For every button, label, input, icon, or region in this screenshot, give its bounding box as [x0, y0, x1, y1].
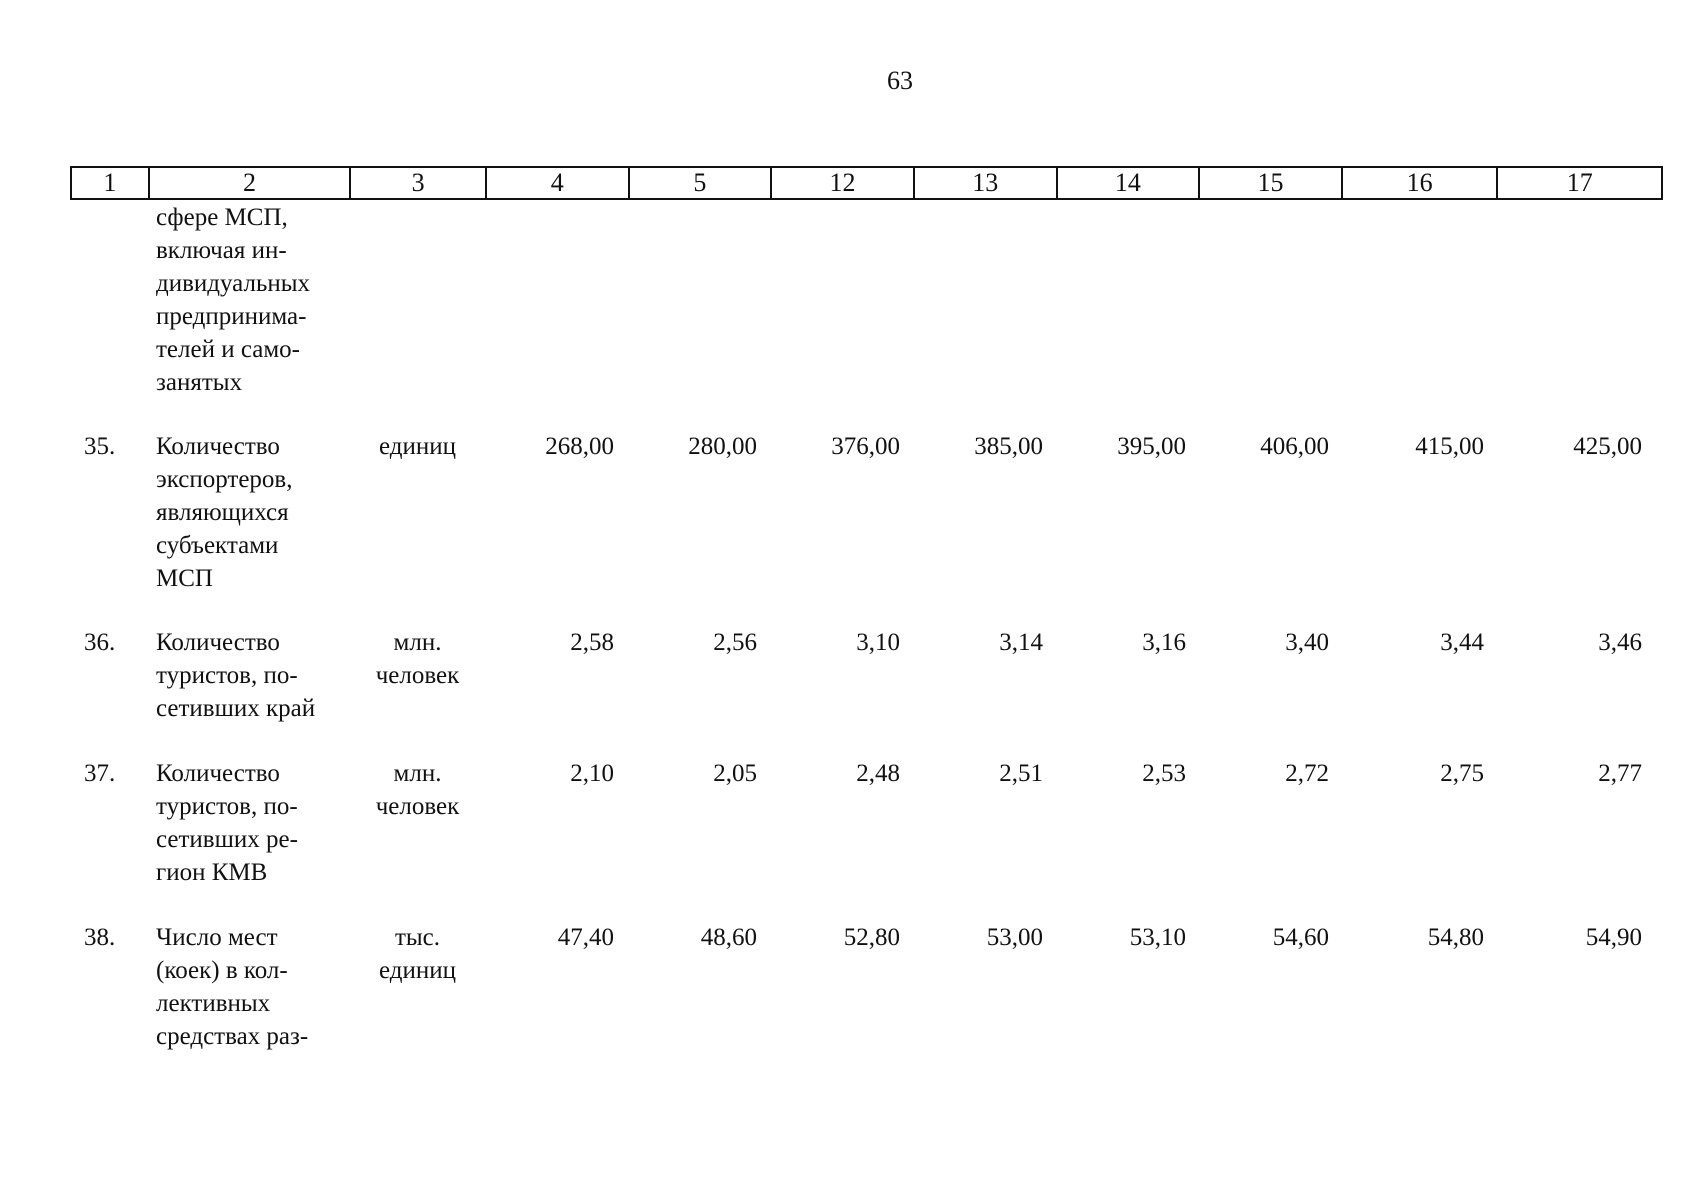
value-col-16: 3,44 — [1440, 629, 1484, 656]
value-col-13: 53,00 — [986, 924, 1043, 951]
value-col-16: 54,80 — [1427, 924, 1484, 951]
indicator-name-continuation: сфере МСП, включая ин- дивидуальных предпринима- телей и само- занятых — [156, 204, 311, 396]
indicator-name: Количество туристов, по- сетивших ре- гион КМВ — [156, 760, 298, 886]
value-col-4: 47,40 — [557, 924, 614, 951]
value-col-15: 54,60 — [1272, 924, 1329, 951]
column-header-15: 15 — [1200, 168, 1343, 198]
column-header-3: 3 — [351, 168, 487, 198]
column-header-16: 16 — [1343, 168, 1499, 198]
column-number-header — [70, 166, 1663, 200]
column-header-1: 1 — [72, 168, 150, 198]
indicator-name: Количество экспортеров, являющихся субъектами МСП — [156, 433, 293, 592]
column-header-2: 2 — [150, 168, 351, 198]
column-header-5: 5 — [630, 168, 773, 198]
row-number: 37. — [84, 760, 116, 787]
value-col-5: 2,05 — [713, 760, 757, 787]
value-col-12: 2,48 — [856, 760, 900, 787]
value-col-4: 2,58 — [570, 629, 614, 656]
column-header-4: 4 — [487, 168, 630, 198]
value-col-17: 54,90 — [1585, 924, 1642, 951]
value-col-4: 268,00 — [545, 433, 614, 460]
value-col-4: 2,10 — [570, 760, 614, 787]
unit-of-measure: единиц — [378, 433, 456, 460]
value-col-12: 52,80 — [843, 924, 900, 951]
value-col-13: 385,00 — [974, 433, 1043, 460]
indicator-name: Количество туристов, по- сетивших край — [156, 629, 316, 722]
value-col-5: 280,00 — [688, 433, 757, 460]
row-number: 35. — [84, 433, 116, 460]
value-col-12: 376,00 — [831, 433, 900, 460]
value-col-16: 415,00 — [1415, 433, 1484, 460]
value-col-15: 2,72 — [1285, 760, 1329, 787]
column-header-14: 14 — [1058, 168, 1201, 198]
column-header-12: 12 — [772, 168, 915, 198]
unit-of-measure: млн. человек — [375, 760, 460, 820]
value-col-17: 425,00 — [1573, 433, 1642, 460]
value-col-12: 3,10 — [856, 629, 900, 656]
value-col-17: 3,46 — [1598, 629, 1642, 656]
value-col-15: 406,00 — [1260, 433, 1329, 460]
column-header-13: 13 — [915, 168, 1058, 198]
page-number: 63 — [887, 66, 913, 95]
value-col-13: 3,14 — [999, 629, 1043, 656]
row-number: 36. — [84, 629, 116, 656]
value-col-14: 53,10 — [1129, 924, 1186, 951]
value-col-14: 2,53 — [1142, 760, 1186, 787]
value-col-14: 3,16 — [1142, 629, 1186, 656]
value-col-16: 2,75 — [1440, 760, 1484, 787]
value-col-17: 2,77 — [1598, 760, 1642, 787]
value-col-15: 3,40 — [1285, 629, 1329, 656]
value-col-13: 2,51 — [999, 760, 1043, 787]
unit-of-measure: млн. человек — [375, 629, 460, 689]
row-number: 38. — [84, 924, 116, 951]
indicator-name: Число мест (коек) в кол- лективных средствах раз- — [156, 924, 309, 1050]
unit-of-measure: тыс. единиц — [378, 924, 456, 984]
column-header-17: 17 — [1566, 168, 1593, 197]
value-col-5: 2,56 — [713, 629, 757, 656]
value-col-14: 395,00 — [1117, 433, 1186, 460]
value-col-5: 48,60 — [700, 924, 757, 951]
